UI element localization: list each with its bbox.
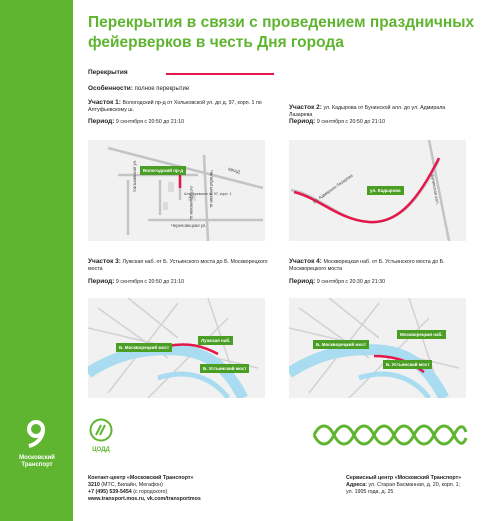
contact-web-links[interactable]: www.transport.mos.ru, vk.com/transportmos: [88, 496, 201, 502]
section-1-period: [88, 118, 184, 125]
map4-tag-embankment: Москворецкая наб.: [397, 330, 446, 339]
green-sidebar: [0, 0, 73, 521]
section-1-period-label: Период:: [88, 118, 115, 125]
features-label: Особенности:: [88, 85, 133, 92]
map3-tag-embankment: Лужская наб.: [198, 336, 233, 345]
map3-tag-moskvoretsky: Б. Москворецкий мост: [116, 343, 172, 352]
map1-street-chelobitevskoe: Челобитьевское ш.: [209, 170, 214, 209]
map1-street-mkad: МКАД: [227, 166, 241, 175]
map4-tag-ustinsky: Б. Устьинский мост: [383, 360, 432, 369]
section-2-map: [289, 140, 466, 241]
section-3-label: Участок 3:: [88, 258, 121, 265]
section-4-map: [289, 298, 466, 398]
map1-street-altufyevskoe: Алтуфьевское ш.: [189, 186, 194, 221]
section-4-period-label: Период:: [289, 278, 316, 285]
section-4-desc: [289, 258, 469, 273]
contact-center: [88, 475, 201, 503]
map4-tag-moskvoretsky: Б. Москворецкий мост: [313, 340, 369, 349]
section-4-period: [289, 278, 385, 285]
codd-logo-icon: [89, 418, 113, 442]
map3-tag-ustinsky: Б. Устьинский мост: [200, 364, 249, 373]
section-1-label: Участок 1:: [88, 99, 121, 106]
section-3-map: [88, 298, 265, 398]
section-3-text: Лужская наб. от Б. Устьинского моста до Б. Москворецкого моста: [88, 259, 268, 272]
contact-phone-long-note: (с городского): [133, 489, 168, 495]
map2-street-admiral: ул. Адмирала Лазарева: [311, 172, 354, 205]
section-3-period: [88, 278, 184, 285]
service-center: [346, 475, 461, 496]
codd-label: ЦОДД: [92, 447, 110, 453]
wave-pattern: [312, 422, 468, 448]
closure-line-swatch: [166, 73, 274, 75]
logo-name-line2: Транспорт: [21, 462, 53, 468]
transport-logo-icon: [22, 418, 52, 448]
map1-tag-street: Вологодский пр-д: [140, 166, 186, 175]
service-center-title: Сервисный центр «Московский Транспорт»: [346, 475, 462, 481]
map1-street-cherepovetskaya: Череповецкая ул.: [171, 223, 207, 228]
section-1-period-value: 9 сентября с 20:50 до 21:10: [115, 119, 185, 125]
moscow-transport-logo: [14, 418, 60, 469]
service-address-label: Адреса:: [346, 482, 368, 488]
section-2-period: [289, 118, 385, 125]
section-3-period-value: 9 сентября с 20:50 до 21:10: [115, 279, 185, 285]
features-text: полное перекрытие: [134, 86, 190, 92]
contact-phone-short-note: (МТС, Билайн, Мегафон): [101, 482, 163, 488]
section-4-label: Участок 4:: [289, 258, 322, 265]
section-4-period-value: 9 сентября с 20:30 до 21:30: [316, 279, 386, 285]
section-1-text: Вологодский пр-д от Хольковской ул. до д. 97, корп. 1 по Алтуфьевскому ш.: [88, 100, 262, 113]
map1-address: Алтуфьевское ш. 97, корп. 1: [184, 192, 232, 196]
section-3-desc: [88, 258, 268, 273]
contact-center-title: Контакт-центр «Московский Транспорт»: [88, 475, 194, 481]
page-title: Перекрытия в связи с проведением праздничных фейерверков в честь Дня города: [88, 14, 475, 51]
service-address-1: ул. Старая Басманная, д. 20, корп. 1;: [368, 482, 461, 488]
section-2-text: ул. Кадырова от Бунинской алл. до ул. Адмирала Лазарева: [289, 105, 446, 118]
section-2-desc: [289, 104, 469, 119]
map2-street-buninskaya: Бунинская алл.: [430, 174, 441, 206]
legend-label: Перекрытия: [88, 69, 128, 76]
logo-name-line1: Московский: [19, 455, 55, 461]
service-address-2: ул. 1905 года, д. 25: [346, 489, 394, 495]
features: [88, 85, 189, 92]
section-3-period-label: Период:: [88, 278, 115, 285]
legend: [88, 69, 128, 76]
map1-street-kholkovskaya: Хольковская ул.: [132, 159, 137, 192]
contact-phone-long[interactable]: +7 (495) 539-5454: [88, 489, 132, 495]
codd-logo: [88, 418, 114, 453]
section-2-period-value: 9 сентября с 20:50 до 21:10: [316, 119, 386, 125]
section-4-text: Москворецкая наб. от Б. Устьинского моста до Б. Москворецкого моста: [289, 259, 445, 272]
map2-tag-street: ул. Кадырова: [367, 186, 404, 195]
contact-phone-short[interactable]: 3210: [88, 482, 100, 488]
section-1-map: [88, 140, 265, 241]
section-1-desc: [88, 99, 268, 114]
section-2-label: Участок 2:: [289, 104, 322, 111]
section-2-period-label: Период:: [289, 118, 316, 125]
